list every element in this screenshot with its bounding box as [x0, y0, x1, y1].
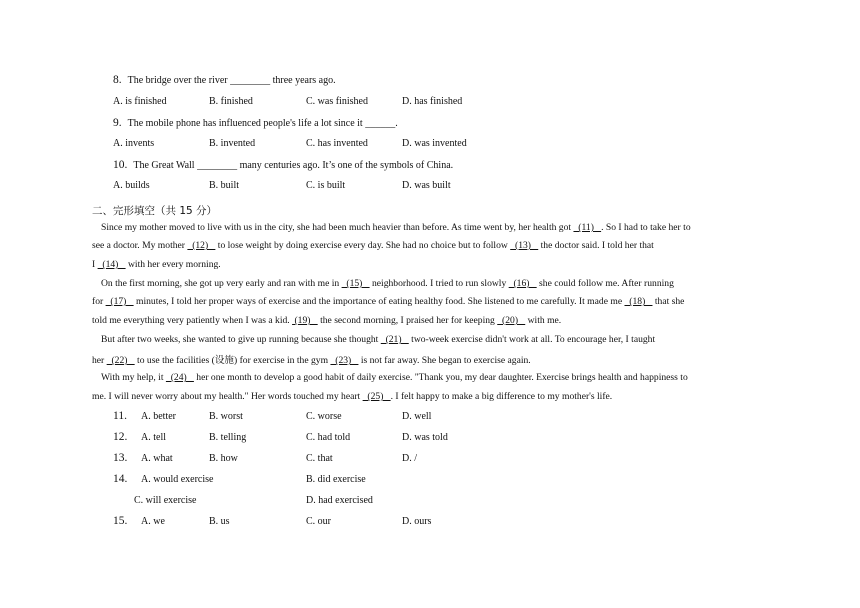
- passage-text: me. I will never worry about my health." Her words touched my heart: [92, 391, 363, 402]
- question-number: 14.: [113, 473, 128, 485]
- option-11a: A. better: [141, 411, 176, 422]
- cloze-blank: (23): [330, 355, 359, 366]
- option-8d: D. has finished: [402, 96, 463, 107]
- option-15d: D. ours: [402, 516, 432, 527]
- option-12a: A. tell: [141, 432, 166, 443]
- option-9d: D. was invented: [402, 138, 467, 149]
- question-number: 9.: [113, 117, 122, 129]
- cloze-blank: (19): [292, 315, 318, 326]
- passage-text: with me.: [525, 315, 562, 326]
- question-number: 8.: [113, 74, 122, 86]
- passage-text: with her every morning.: [125, 259, 221, 270]
- passage-text: the second morning, I praised her for keeping: [317, 315, 498, 326]
- question-number: 11.: [113, 410, 127, 422]
- passage-text: she could follow me. After running: [536, 278, 674, 289]
- passage-text: . I felt happy to make a big difference to my mother's life.: [390, 391, 613, 402]
- cloze-blank: (25): [362, 391, 391, 402]
- option-11c: C. worse: [306, 411, 342, 422]
- passage-text: her one month to develop a good habit of daily exercise. "Thank you, my dear daughter. Exercise brings health and happiness to: [193, 372, 688, 383]
- option-9b: B. invented: [209, 138, 256, 149]
- option-9a: A. invents: [113, 138, 155, 149]
- cloze-blank: (14): [97, 259, 126, 270]
- passage-text: for: [92, 296, 106, 307]
- passage-text: that she: [652, 296, 685, 307]
- question-number: 13.: [113, 452, 128, 464]
- passage-text: to use the facilities (设施) for exercise in the gym: [134, 355, 331, 366]
- question-11: [113, 410, 127, 422]
- option-13c: C. that: [306, 453, 333, 464]
- section-heading: 二、完形填空（共 15 分）: [92, 205, 218, 217]
- option-14a: A. would exercise: [141, 474, 214, 485]
- passage-line: [92, 352, 531, 366]
- option-15a: A. we: [141, 516, 165, 527]
- passage-line: [92, 240, 654, 251]
- passage-text: told me everything very patiently when I was a kid.: [92, 315, 293, 326]
- option-10d: D. was built: [402, 180, 451, 191]
- passage-line: [92, 296, 684, 307]
- passage-text: On the first morning, she got up very early and ran with me in: [101, 278, 342, 289]
- passage-text: to lose weight by doing exercise every day. She had no choice but to follow: [215, 240, 511, 251]
- passage-text: is not far away. She began to exercise again.: [358, 355, 531, 366]
- question-number: 10.: [113, 159, 128, 171]
- question-15: [113, 515, 127, 527]
- option-10c: C. is built: [306, 180, 346, 191]
- question-stem: The mobile phone has influenced people's life a lot since it ______.: [127, 118, 398, 129]
- passage-line: [101, 278, 674, 289]
- question-14: [113, 473, 127, 485]
- option-14c: C. will exercise: [134, 495, 197, 506]
- passage-line: [92, 391, 612, 402]
- cloze-blank: (22): [106, 355, 135, 366]
- cloze-blank: (21): [380, 334, 409, 345]
- cloze-blank: (16): [508, 278, 537, 289]
- cloze-blank: (18): [624, 296, 653, 307]
- question-10: [113, 159, 453, 171]
- option-13d: D. /: [402, 453, 417, 464]
- option-15c: C. our: [306, 516, 331, 527]
- passage-line: [101, 372, 688, 383]
- question-number: 12.: [113, 431, 128, 443]
- passage-text: her: [92, 355, 107, 366]
- passage-line: [92, 259, 221, 270]
- passage-text: With my help, it: [101, 372, 166, 383]
- question-8: [113, 74, 336, 86]
- option-8b: B. finished: [209, 96, 253, 107]
- question-13: [113, 452, 127, 464]
- option-10b: B. built: [209, 180, 240, 191]
- option-8a: A. is finished: [113, 96, 167, 107]
- option-13b: B. how: [209, 453, 238, 464]
- passage-text: see a doctor. My mother: [92, 240, 188, 251]
- option-12c: C. had told: [306, 432, 351, 443]
- cloze-blank: (15): [341, 278, 370, 289]
- passage-line: [101, 334, 655, 345]
- question-stem: The Great Wall ________ many centuries ago. It’s one of the symbols of China.: [133, 160, 454, 171]
- passage-text: But after two weeks, she wanted to give up running because she thought: [101, 334, 381, 345]
- question-number: 15.: [113, 515, 128, 527]
- cloze-blank: (24): [165, 372, 194, 383]
- cloze-blank: (20): [497, 315, 526, 326]
- option-11d: D. well: [402, 411, 432, 422]
- option-10a: A. builds: [113, 180, 150, 191]
- cloze-blank: (11): [573, 222, 602, 233]
- passage-text: Since my mother moved to live with us in the city, she had been much heavier than before. As time went by, her health got: [101, 222, 574, 233]
- passage-text: I: [92, 259, 98, 270]
- cloze-blank: (12): [187, 240, 216, 251]
- option-12d: D. was told: [402, 432, 448, 443]
- option-14d: D. had exercised: [306, 495, 373, 506]
- passage-text: . So I had to take her to: [601, 222, 691, 233]
- question-9: [113, 117, 398, 129]
- option-9c: C. has invented: [306, 138, 368, 149]
- option-11b: B. worst: [209, 411, 243, 422]
- passage-text: minutes, I told her proper ways of exercise and the importance of eating healthy food. She listened to me carefully. It made me: [133, 296, 625, 307]
- option-14b: B. did exercise: [306, 474, 366, 485]
- option-13a: A. what: [141, 453, 173, 464]
- passage-text: two-week exercise didn't work at all. To encourage her, I taught: [408, 334, 656, 345]
- question-stem: The bridge over the river ________ three years ago.: [127, 75, 336, 86]
- option-15b: B. us: [209, 516, 230, 527]
- passage-text: the doctor said. I told her that: [538, 240, 654, 251]
- passage-text: neighborhood. I tried to run slowly: [369, 278, 509, 289]
- option-12b: B. telling: [209, 432, 247, 443]
- passage-line: [92, 315, 561, 326]
- passage-line: [101, 222, 691, 233]
- cloze-blank: (17): [105, 296, 134, 307]
- question-12: [113, 431, 127, 443]
- cloze-blank: (13): [510, 240, 539, 251]
- option-8c: C. was finished: [306, 96, 368, 107]
